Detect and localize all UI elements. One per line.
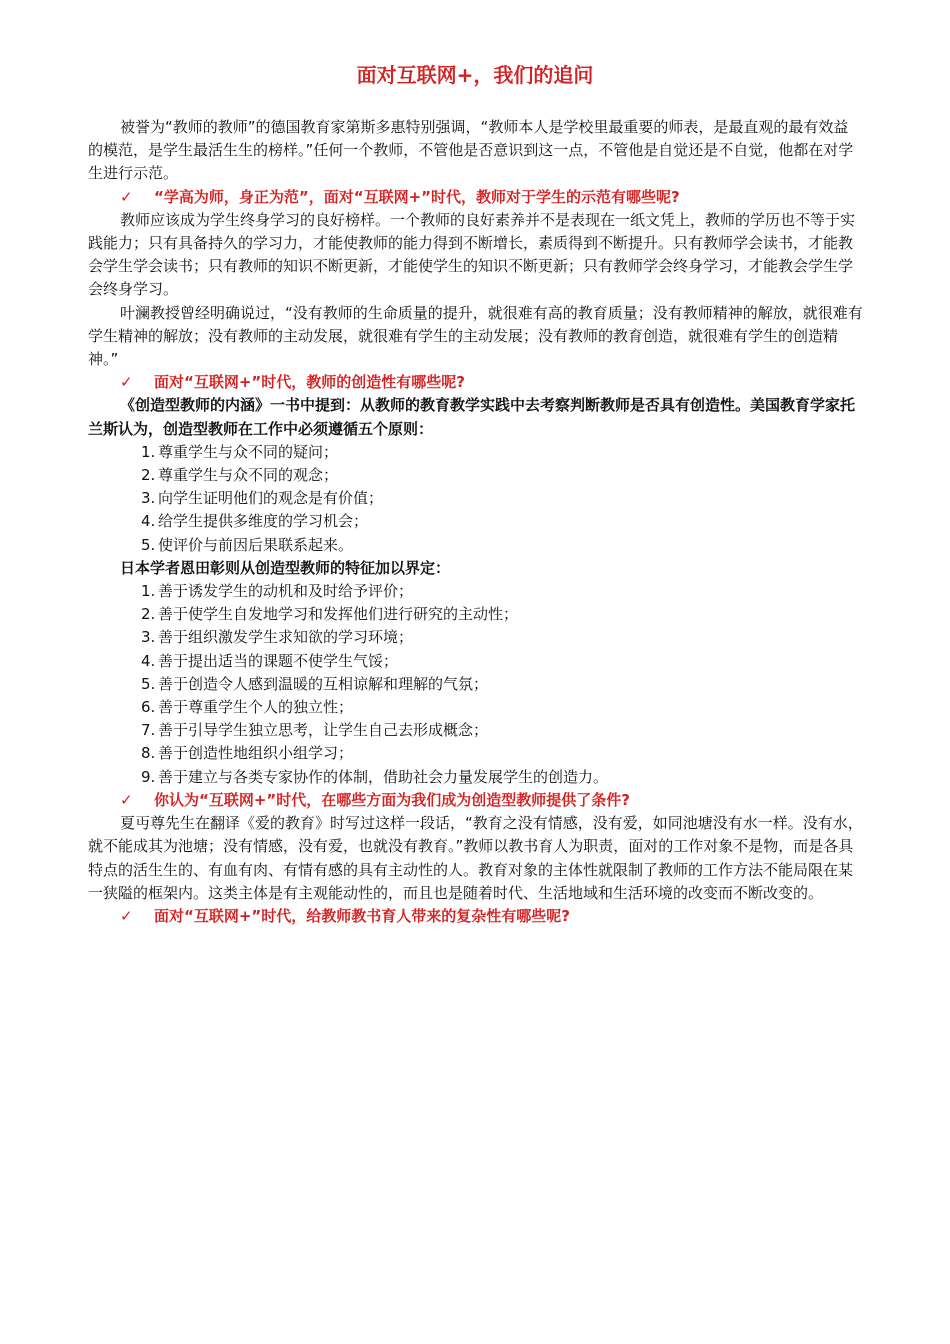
paragraph-role-model: 教师应该成为学生终身学习的良好榜样。一个教师的良好素养并不是表现在一纸文凭上，教师的学历也不等于实践能力；只有具备持久的学习力，才能使教师的能力得到不断增长，素质得到不断提升。只有教师学会读书，才能教会学生学会读书；只有教师的知识不断更新，才能使学生的知识不断更新；只有教师学会终身学习，才能教会学生学会终身学习。 [88, 210, 856, 299]
list-item: 4. 善于提出适当的课题不使学生气馁； [141, 651, 399, 670]
onda-features-list [88, 580, 863, 789]
question-heading-3 [88, 789, 863, 812]
intro-paragraph: 被誉为“教师的教师”的德国教育家第斯多惠特别强调，“教师本人是学校里最重要的师表，是最直观的最有效益的模范，是学生最活生生的榜样。”任何一个教师，不管他是否意识到这一点，不管他是自觉还是不自觉，他都在对学生进行示范。 [88, 118, 854, 183]
torrance-principles-list [88, 441, 863, 557]
page-title: 面对互联网+，我们的追问 [356, 63, 594, 87]
question-heading-1 [88, 186, 863, 209]
bold-paragraph-onda: 日本学者恩田彰则从创造型教师的特征加以界定： [120, 558, 451, 577]
list-item: 3. 善于组织激发学生求知欲的学习环境； [141, 628, 414, 647]
question-text: “学高为师，身正为范”，面对“互联网+”时代，教师对于学生的示范有哪些呢? [154, 187, 680, 206]
bold-paragraph-torrance: 《创造型教师的内涵》一书中提到：从教师的教育教学实践中去考察判断教师是否具有创造性。美国教育学家托兰斯认为，创造型教师在工作中必须遵循五个原则： [88, 396, 856, 438]
list-item: 1. 善于诱发学生的动机和及时给予评价； [141, 582, 414, 601]
list-item: 2. 尊重学生与众不同的观念； [141, 466, 339, 485]
list-item: 3. 向学生证明他们的观念是有价值； [141, 489, 384, 508]
list-item: 9. 善于建立与各类专家协作的体制，借助社会力量发展学生的创造力。 [141, 767, 609, 786]
check-icon: ✓ [120, 906, 133, 925]
list-item: 4. 给学生提供多维度的学习机会； [141, 512, 369, 531]
document-body [88, 116, 863, 928]
list-item: 2. 善于使学生自发地学习和发挥他们进行研究的主动性； [141, 605, 519, 624]
question-heading-2 [88, 371, 863, 394]
list-item: 7. 善于引导学生独立思考，让学生自己去形成概念； [141, 721, 489, 740]
check-icon: ✓ [120, 187, 133, 206]
list-item: 5. 善于创造令人感到温暖的互相谅解和理解的气氛； [141, 674, 489, 693]
list-item: 5. 使评价与前因后果联系起来。 [141, 535, 354, 554]
list-item: 1. 尊重学生与众不同的疑问； [141, 442, 339, 461]
question-text: 你认为“互联网+”时代，在哪些方面为我们成为创造型教师提供了条件? [154, 790, 630, 809]
list-item: 8. 善于创造性地组织小组学习； [141, 744, 354, 763]
paragraph-ye-lan-quote: 叶澜教授曾经明确说过，“没有教师的生命质量的提升，就很难有高的教育质量；没有教师精神的解放，就很难有学生精神的解放；没有教师的主动发展，就很难有学生的主动发展；没有教师的教育创造，就很难有学生的创造精神。” [88, 303, 863, 369]
paragraph-xia-mianzun: 夏丏尊先生在翻译《爱的教育》时写过这样一段话，“教育之没有情感，没有爱，如同池塘没有水一样。没有水，就不能成其为池塘；没有情感，没有爱，也就没有教育。”教师以教书育人为职责，面对的工作对象不是物，而是各具特点的活生生的、有血有肉、有情有感的具有主动性的人。教育对象的主体性就限制了教师的工作方法不能局限在某一狭隘的框架内。这类主体是有主观能动性的，而且也是随着时代、生活地域和生活环境的改变而不断改变的。 [88, 814, 863, 902]
list-item: 6. 善于尊重学生个人的独立性； [141, 698, 354, 717]
question-text: 面对“互联网+”时代，教师的创造性有哪些呢? [154, 373, 465, 392]
question-heading-4 [88, 905, 863, 928]
check-icon: ✓ [120, 790, 133, 809]
check-icon: ✓ [120, 373, 133, 392]
question-text: 面对“互联网+”时代，给教师教书育人带来的复杂性有哪些呢? [154, 906, 570, 925]
